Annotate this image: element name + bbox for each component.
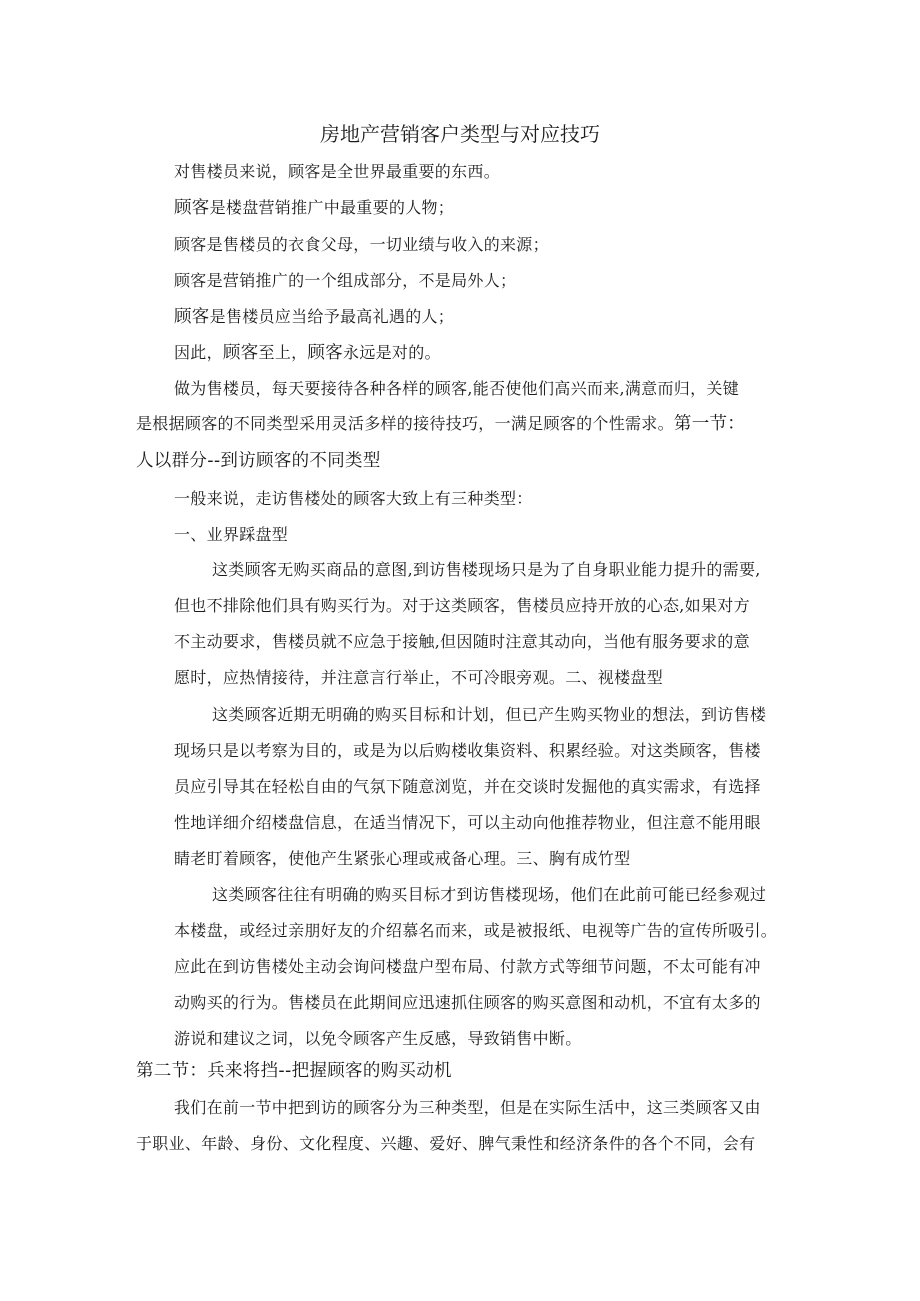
section-2-line-2: 于职业、年龄、身份、文化程度、兴趣、爱好、脾气秉性和经济条件的各个不同，会有 xyxy=(136,1134,756,1153)
type-1-line-2: 但也不排除他们具有购买行为。对于这类顾客，售楼员应持开放的心态,如果对方 xyxy=(174,596,750,615)
intro-line-5-text: 是售楼员应当给予最高礼遇的人； xyxy=(209,307,455,326)
type-2-line-3: 员应引导其在轻松自由的气氛下随意浏览，并在交谈时发掘他的真实需求，有选择 xyxy=(174,777,761,796)
type-1-heading: 一、业界踩盘型 xyxy=(174,525,289,544)
section-1-intro: 一般来说，走访售楼处的顾客大致上有三种类型： xyxy=(174,489,533,508)
intro-line-6 xyxy=(174,343,441,363)
type-2-line-2: 现场只是以考察为目的，或是为以后购楼收集资料、积累经验。对这类顾客，售楼 xyxy=(174,741,761,760)
intro-line-2-text: 是楼盘营销推广中最重要的人物； xyxy=(209,198,455,217)
type-3-line-1: 这类顾客往往有明确的购买目标才到访售楼现场，他们在此前可能已经参观过 xyxy=(212,885,767,904)
keyword-customer: 顾客 xyxy=(307,343,344,363)
intro-line-6-c: 永远是对的。 xyxy=(343,343,441,362)
intro-line-5 xyxy=(174,307,454,327)
section-1-label: 第一节： xyxy=(673,414,746,434)
type-3-line-4: 动购买的行为。售楼员在此期间应迅速抓住顾客的购买意图和动机，不宜有太多的 xyxy=(174,993,761,1012)
keyword-customer: 顾客 xyxy=(222,343,259,363)
type-1-line-1: 这类顾客无购买商品的意图,到访售楼现场只是为了自身职业能力提升的需要, xyxy=(212,560,761,579)
type-3-line-2: 本楼盘，或经过亲朋好友的介绍慕名而来，或是被报纸、电视等广告的宣传所吸引。 xyxy=(174,921,778,940)
type-2-line-5: 睛老盯着顾客，使他产生紧张心理或戒备心理。三、胸有成竹型 xyxy=(174,849,631,868)
type-2-line-4: 性地详细介绍楼盘信息，在适当情况下，可以主动向他推荐物业，但注意不能用眼 xyxy=(174,813,761,832)
type-2-line-1: 这类顾客近期无明确的购买目标和计划，但已产生购买物业的想法，到访售楼 xyxy=(212,705,767,724)
section-1-heading: 人以群分--到访顾客的不同类型 xyxy=(136,451,381,471)
intro-line-3: 顾客是售楼员的衣食父母，一切业绩与收入的来源； xyxy=(174,235,549,254)
intro-line-6-a: 因此， xyxy=(174,343,223,362)
section-2-line-1: 我们在前一节中把到访的顾客分为三种类型，但是在实际生活中，这三类顾客又由 xyxy=(174,1098,761,1117)
intro-line-1: 对售楼员来说，顾客是全世界最重要的东西。 xyxy=(174,162,501,181)
intro-line-8 xyxy=(136,414,745,434)
keyword-customer: 顾客 xyxy=(174,307,210,327)
intro-line-2 xyxy=(174,198,454,218)
intro-line-7: 做为售楼员，每天要接待各种各样的顾客,能否使他们高兴而来,满意而归，关键 xyxy=(174,379,739,398)
intro-line-8-text: 是根据顾客的不同类型采用灵活多样的接待技巧，一满足顾客的个性需求。 xyxy=(136,414,674,433)
type-1-line-3: 不主动要求，售楼员就不应急于接触,但因随时注意其动向，当他有服务要求的意 xyxy=(174,632,750,651)
type-1-line-4: 愿时，应热情接待，并注意言行举止，不可冷眼旁观。二、视楼盘型 xyxy=(174,668,664,687)
document-title: 房地产营销客户类型与对应技巧 xyxy=(320,122,600,146)
intro-line-6-b: 至上， xyxy=(258,343,308,362)
section-2-heading: 第二节：兵来将挡--把握顾客的购买动机 xyxy=(136,1061,452,1081)
type-3-line-5: 游说和建议之词，以免令顾客产生反感，导致销售中断。 xyxy=(174,1029,582,1048)
keyword-customer: 顾客 xyxy=(174,198,210,218)
intro-line-4: 顾客是营销推广的一个组成部分，不是局外人； xyxy=(174,271,517,290)
type-3-line-3: 应此在到访售楼处主动会询问楼盘户型布局、付款方式等细节问题，不太可能有冲 xyxy=(174,957,761,976)
